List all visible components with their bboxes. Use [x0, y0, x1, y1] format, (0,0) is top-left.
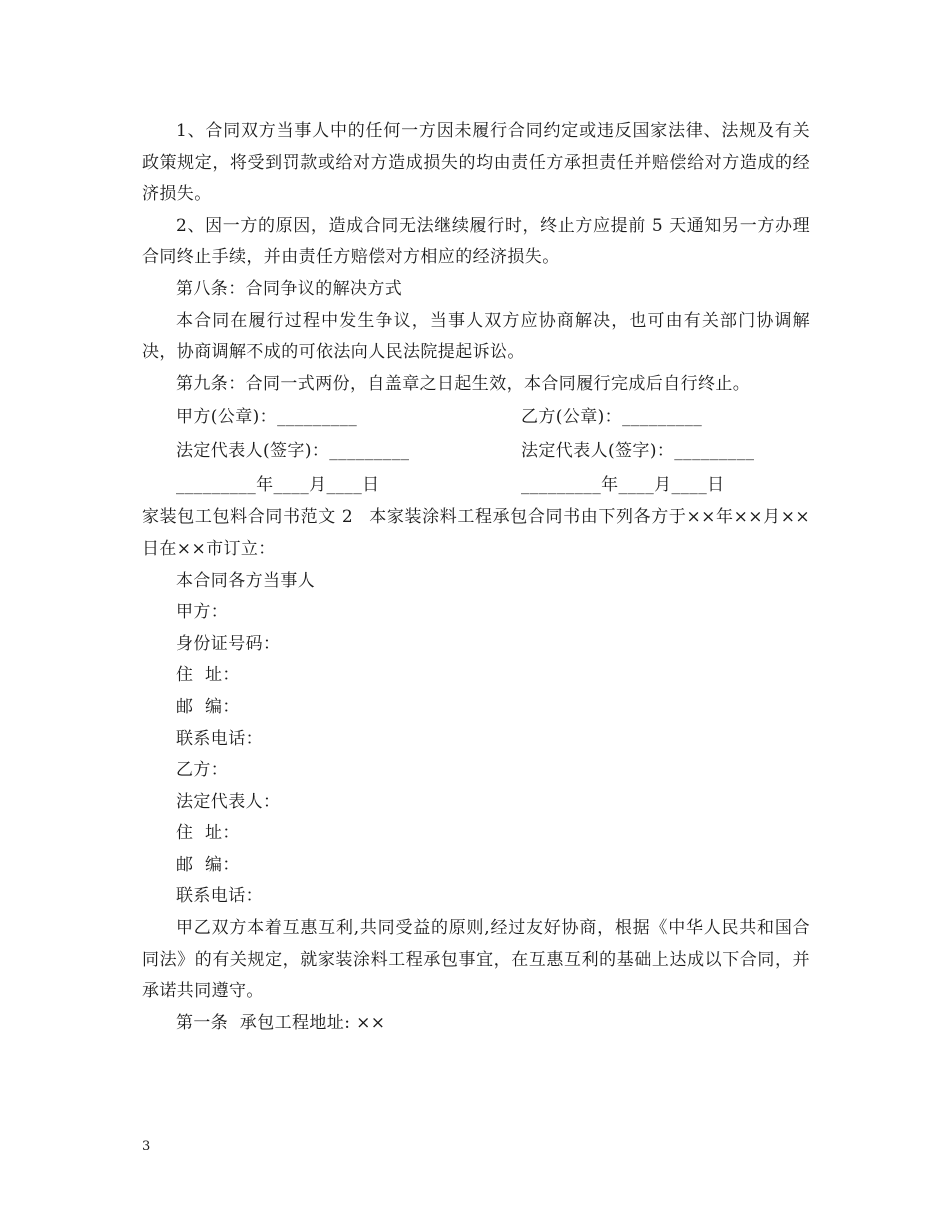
signature-seal-row — [142, 400, 810, 434]
party-b-phone-label: 联系电话： — [176, 886, 263, 907]
section-two-intro-paragraph — [142, 502, 810, 565]
party-a-phone-label: 联系电话： — [176, 728, 263, 749]
party-a-address-label: 住 址： — [176, 665, 240, 686]
party-b-date-field: _________年____月____日 — [521, 475, 725, 496]
paragraph-breach-liability: 1、合同双方当事人中的任何一方因未履行合同约定或违反国家法律、法规及有关政策规定，将受到罚款或给对方造成损失的均由责任方承担责任并赔偿给对方造成的经济损失。 — [142, 121, 810, 205]
agreement-paragraph: 甲乙双方本着互惠互利,共同受益的原则,经过友好协商，根据《中华人民共和国合同法》的有关规定，就家装涂料工程承包事宜，在互惠互利的基础上达成以下合同，并承诺共同遵守。 — [142, 918, 810, 1002]
article-nine-paragraph: 第九条：合同一式两份，自盖章之日起生效，本合同履行完成后自行终止。 — [176, 373, 751, 394]
signature-representative-row — [142, 434, 810, 468]
party-a-postcode-label: 邮 编： — [176, 696, 240, 717]
section-two-intro-text: 本家装涂料工程承包合同书由下列各方于××年××月××日在××市订立： — [142, 507, 810, 559]
party-a-representative-field: 法定代表人(签字)：_________ — [176, 441, 410, 462]
party-b-seal-field: 乙方(公章)：_________ — [521, 407, 703, 428]
article-eight-heading: 第八条：合同争议的解决方式 — [176, 278, 403, 299]
article-one-address: 第一条 承包工程地址: ×× — [176, 1012, 386, 1033]
section-two-title: 家装包工包料合同书范文 2 — [142, 507, 354, 528]
parties-heading: 本合同各方当事人 — [176, 570, 316, 591]
party-b-label: 乙方： — [176, 760, 229, 781]
party-a-date-field: _________年____月____日 — [176, 475, 380, 496]
paragraph-termination-notice: 2、因一方的原因，造成合同无法继续履行时，终止方应提前 5 天通知另一方办理合同终止手续，并由责任方赔偿对方相应的经济损失。 — [142, 215, 810, 268]
party-b-postcode-label: 邮 编： — [176, 854, 240, 875]
party-a-seal-field: 甲方(公章)：_________ — [176, 407, 358, 428]
party-b-address-label: 住 址： — [176, 823, 240, 844]
document-body — [142, 116, 810, 1039]
page-number: 3 — [142, 1139, 151, 1154]
party-b-representative-field: 法定代表人(签字)：_________ — [521, 441, 755, 462]
id-number-label: 身份证号码： — [176, 633, 281, 654]
party-b-representative-label: 法定代表人： — [176, 791, 281, 812]
party-a-label: 甲方： — [176, 602, 229, 623]
paragraph-dispute-resolution: 本合同在履行过程中发生争议，当事人双方应协商解决，也可由有关部门协调解决，协商调解不成的可依法向人民法院提起诉讼。 — [142, 310, 810, 363]
signature-date-row — [142, 468, 810, 502]
